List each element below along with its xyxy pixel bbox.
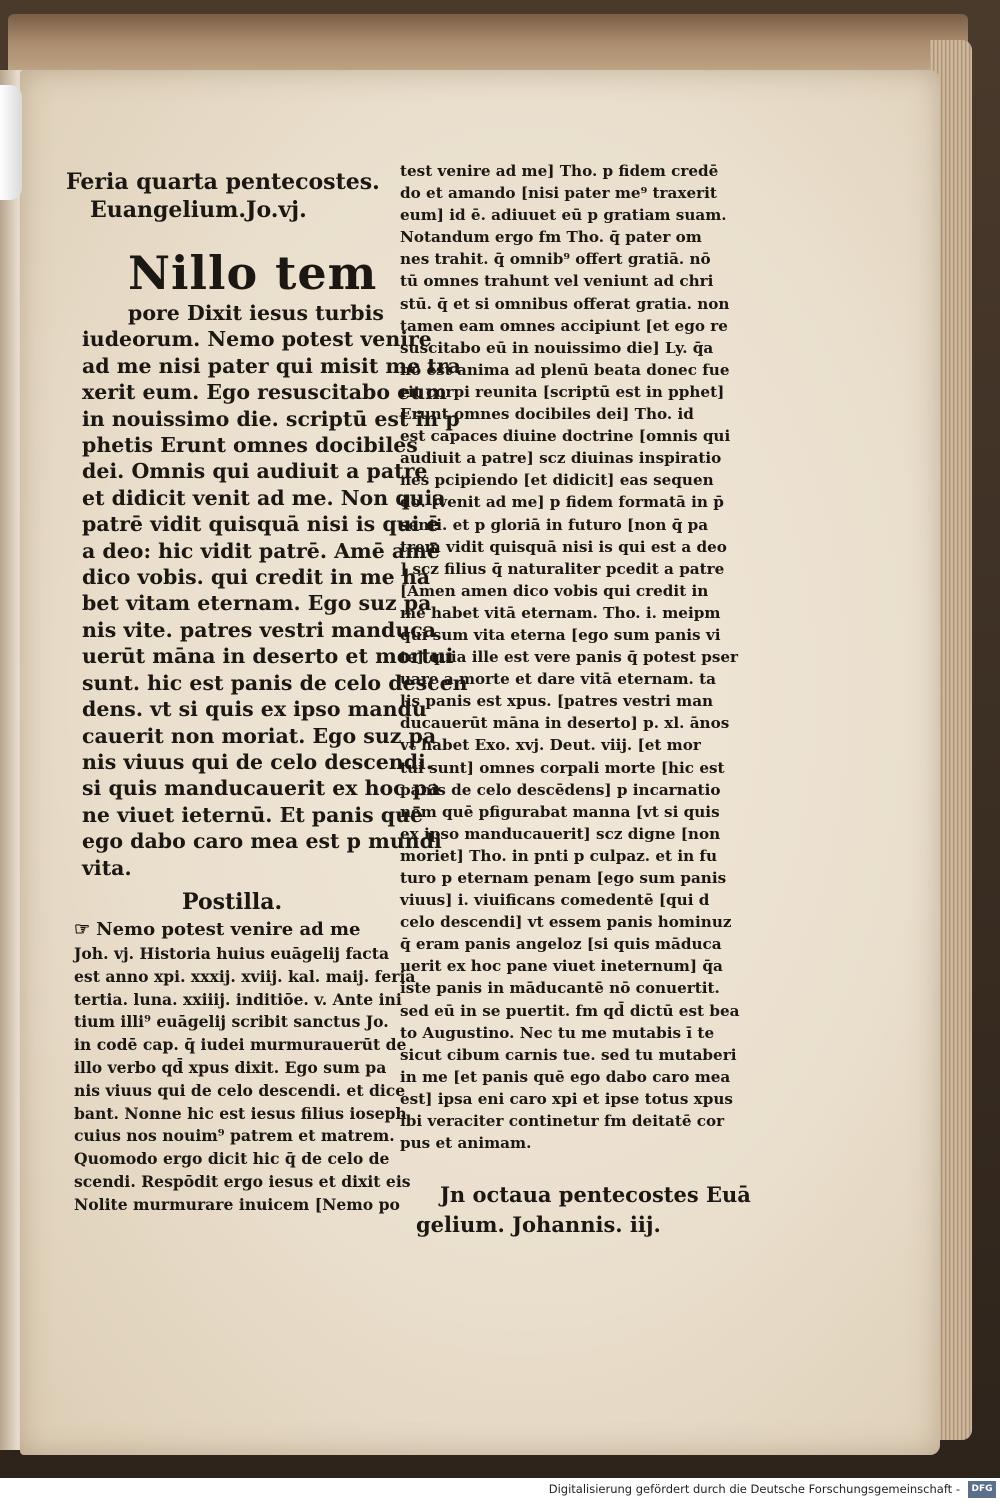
commentary-line: q̄ eram panis angeloz [si quis māduca [400,935,722,954]
commentary-line: sicut cibum carnis tue. sed tu mutaberi [400,1045,737,1064]
postilla-line: Nolite murmurare inuicem [Nemo po [74,1194,400,1214]
commentary-line: audiuit a patre] scz diuinas inspiratio [400,449,722,468]
postilla-line: cuius nos nouim⁹ patrem et matrem. [74,1126,395,1146]
commentary-line: iste panis in māducantē nō conuertit. [400,979,720,998]
postilla-first-text: Nemo potest venire ad me [96,918,361,940]
commentary-line: sed eū in se puertit. fm qd̄ dictū est bea [400,1001,740,1020]
gospel-line: nis vite. patres vestri manduca [82,617,437,642]
commentary-line: turo p eternam penam [ego sum panis [400,869,727,887]
gospel-line: dico vobis. qui credit in me ha [82,565,431,590]
postilla-line: in codē cap. q̄ iudei murmurauerūt de [74,1035,407,1055]
gospel-line: nis viuus qui de celo descendi. [82,749,433,774]
commentary-line: moriet] Tho. in pnti p culpaz. et in fu [400,846,718,865]
pointing-hand-icon: ☞ [74,918,91,940]
digitization-credit: Digitalisierung gefördert durch die Deutsche Forschungsgemeinschaft - [548,1482,960,1496]
gospel-line: si quis manducauerit ex hoc pa [82,776,441,801]
commentary-line: rit corpi reunita [scriptū est in pphet] [400,382,725,401]
commentary-line: est] ipsa eni caro xpi et ipse totus xpus [400,1089,733,1108]
section-heading-line: Feria quarta pentecostes. [66,169,380,195]
gospel-line: ad me nisi pater qui misit me tra [82,353,461,378]
right-text-column [386,160,751,1240]
binding-gutter [0,85,22,200]
gospel-text [66,300,468,881]
commentary-line: ex ipso manducauerit] scz digne [non [400,824,721,843]
gospel-line: xerit eum. Ego resuscitabo eum [82,380,447,405]
commentary-line: test venire ad me] Tho. p fidem credē [400,162,719,180]
gospel-line: cauerit non moriat. Ego suz pa [82,723,437,748]
gospel-line: phetis Erunt omnes docibiles [82,433,418,458]
postilla-line: tium illi⁹ euāgelij scribit sanctus Jo. [74,1012,389,1032]
gospel-line: dei. Omnis qui audiuit a patre [82,459,428,484]
commentary-line: tamen eam omnes accipiunt [et ego re [400,316,728,335]
footer-bar [0,1478,1000,1502]
postilla-first-line [66,917,396,943]
dfg-logo: DFG [968,1481,996,1498]
commentary-line: panis de celo descēdens] p incarnatio [400,780,721,799]
commentary-line: [Amen amen dico vobis qui credit in [400,581,709,600]
next-section-heading-line: Jn octaua pentecostes Euā [440,1182,751,1208]
postilla-line: tertia. luna. xxiiij. inditiōe. v. Ante ini [74,989,402,1009]
commentary-line: Notandum ergo fm Tho. q̄ pater om [400,228,702,247]
commentary-line: est capaces diuine doctrine [omnis qui [400,427,731,446]
postilla-line: scendi. Respōdit ergo iesus et dixit eis [74,1171,411,1191]
gospel-line: uerūt māna in deserto et mortui [82,644,454,669]
gospel-line: in nouissimo die. scriptū est in p [82,406,460,431]
commentary-line: viuus] i. viuificans comedentē [qui d [400,891,710,910]
next-section-heading-line: gelium. Johannis. iij. [416,1212,661,1238]
gospel-line: et didicit venit ad me. Non quia [82,485,446,510]
commentary-text [386,160,746,1154]
postilla-line: bant. Nonne hic est iesus filius ioseph [74,1103,407,1123]
gospel-line: dens. vt si quis ex ipso mandu [82,697,427,722]
postilla-text [66,943,416,1217]
commentary-line: ] scz filius q̄ naturaliter pcedit a patre [400,559,725,578]
commentary-line: pus et animam. [400,1134,532,1153]
gospel-line: bet vitam eternam. Ego suz pa [82,591,432,616]
gospel-line: vita. [82,855,132,880]
commentary-line: vt habet Exo. xvj. Deut. viij. [et mor [400,736,701,755]
commentary-line: nes pcipiendo [et didicit] eas sequen [400,471,714,490]
commentary-line: nes trahit. q̄ omnib⁹ offert gratiā. nō [400,250,711,269]
commentary-line: uare a morte et dare vitā eternam. ta [400,670,716,689]
commentary-line: eum] id ē. adiuuet eū p gratiam suam. [400,206,727,225]
commentary-line: ibi veraciter continetur fm deitatē cor [400,1112,725,1131]
commentary-line: te] quia ille est vere panis q̄ potest pser [400,648,739,667]
section-heading-line: Euangelium.Jo.vj. [90,197,307,223]
gospel-line: ego dabo caro mea est p mundi [82,829,442,854]
postilla-heading: Postilla. [182,888,283,915]
commentary-line: me habet vitā eternam. Tho. i. meipm [400,603,721,622]
gospel-line: sunt. hic est panis de celo descen [82,670,468,695]
commentary-line: celo descendi] vt essem panis hominuz [400,913,732,932]
postilla-line: est anno xpi. xxxij. xviij. kal. maij. feria [74,966,416,986]
postilla-line: nis viuus qui de celo descendi. et dice [74,1080,406,1100]
gospel-line: patrē vidit quisquā nisi is qui ē [82,512,440,537]
postilla-line: Quomodo ergo dicit hic q̄ de celo de [74,1149,390,1169]
commentary-line: stū. q̄ et si omnibus offerat gratia. non [400,294,730,313]
commentary-line: senti. et p gloriā in futuro [non q̄ pa [400,515,709,534]
decorated-initial-line: Nillo tem [128,246,378,300]
commentary-line: tui sunt] omnes corpali morte [hic est [400,758,725,777]
gospel-line: ne viuet ieternū. Et panis quē [82,802,424,827]
commentary-line: in me [et panis quē ego dabo caro mea [400,1067,731,1086]
gospel-line: iudeorum. Nemo potest venire [82,327,432,352]
commentary-line: to Augustino. Nec tu me mutabis ī te [400,1023,715,1042]
commentary-line: tū omnes trahunt vel veniunt ad chri [400,272,714,291]
commentary-line: qui sum vita eterna [ego sum panis vi [400,625,721,644]
commentary-line: suscitabo eū in nouissimo die] Ly. q̄a [400,338,714,357]
commentary-line: do. [venit ad me] p fidem formatā in p̄ [400,493,724,512]
gospel-line: pore Dixit iesus turbis [128,301,384,325]
commentary-line: Erunt omnes docibiles dei] Tho. id [400,405,694,424]
commentary-line: nem quē pfigurabat manna [vt si quis [400,802,720,821]
postilla-line: Joh. vj. Historia huius euāgelij facta [74,943,390,963]
gospel-line: a deo: hic vidit patrē. Amē amē [82,538,440,563]
commentary-line: uerit ex hoc pane viuet ineternum] q̄a [400,957,723,976]
commentary-line: lis panis est xpus. [patres vestri man [400,692,714,711]
commentary-line: nō est anima ad plenū beata donec fue [400,360,730,379]
commentary-line: ducauerūt māna in deserto] p. xl. ānos [400,714,730,733]
commentary-line: trem vidit quisquā nisi is qui est a deo [400,537,727,556]
commentary-line: do et amando [nisi pater me⁹ traxerit [400,184,717,203]
postilla-line: illo verbo qd̄ xpus dixit. Ego sum pa [74,1057,387,1077]
